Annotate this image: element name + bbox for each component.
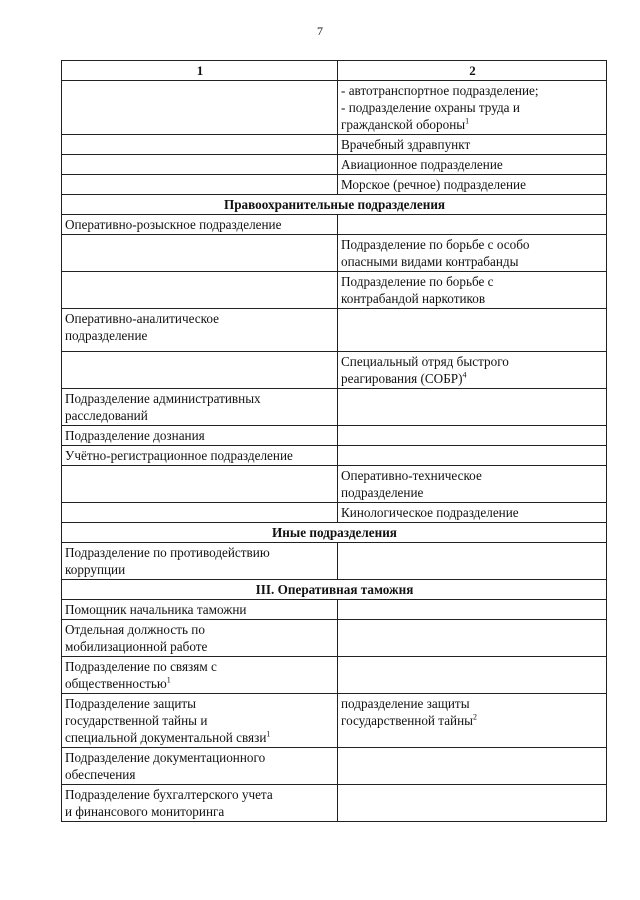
cell-col1 bbox=[62, 352, 338, 389]
cell-line: специальной документальной связи$^1$ bbox=[65, 729, 271, 745]
cell-col2 bbox=[338, 785, 607, 822]
table-row bbox=[62, 466, 607, 503]
cell-col1: Учётно-регистрационное подразделение bbox=[62, 446, 338, 466]
section-heading: Правоохранительные подразделения bbox=[62, 195, 607, 215]
cell-line: Подразделение административных bbox=[65, 391, 261, 406]
footnote-mark: 1 bbox=[465, 116, 470, 126]
cell-col1 bbox=[62, 620, 338, 657]
cell-line: государственной тайны$^2$ bbox=[341, 712, 478, 728]
table-row bbox=[62, 352, 607, 389]
cell-col2 bbox=[338, 309, 607, 352]
cell-col2: Врачебный здравпункт bbox=[338, 135, 607, 155]
cell-line: гражданской обороны$^1$ bbox=[341, 116, 470, 132]
cell-col2: Морское (речное) подразделение bbox=[338, 175, 607, 195]
cell-line: Отдельная должность по bbox=[65, 622, 205, 637]
table-row bbox=[62, 694, 607, 748]
table-row bbox=[62, 81, 607, 135]
cell-col2 bbox=[338, 81, 607, 135]
cell-col2 bbox=[338, 272, 607, 309]
cell-col2: Кинологическое подразделение bbox=[338, 503, 607, 523]
table-row bbox=[62, 620, 607, 657]
cell-col2: Авиационное подразделение bbox=[338, 155, 607, 175]
cell-line: - автотранспортное подразделение; bbox=[341, 83, 539, 98]
cell-line: и финансового мониторинга bbox=[65, 804, 225, 819]
cell-col1 bbox=[62, 657, 338, 694]
cell-col2 bbox=[338, 352, 607, 389]
cell-col1 bbox=[62, 543, 338, 580]
cell-col1 bbox=[62, 272, 338, 309]
cell-line: Специальный отряд быстрого bbox=[341, 354, 509, 369]
cell-line: Оперативно-аналитическое bbox=[65, 311, 219, 326]
cell-col2 bbox=[338, 748, 607, 785]
cell-col2 bbox=[338, 600, 607, 620]
cell-col1: Подразделение дознания bbox=[62, 426, 338, 446]
cell-col1 bbox=[62, 503, 338, 523]
cell-line: коррупции bbox=[65, 562, 126, 577]
cell-col1 bbox=[62, 466, 338, 503]
table-row bbox=[62, 272, 607, 309]
cell-line: Подразделение по связям с bbox=[65, 659, 217, 674]
cell-line: Подразделение по противодействию bbox=[65, 545, 270, 560]
footnote-mark: 2 bbox=[473, 712, 478, 722]
cell-line: Подразделение по борьбе с bbox=[341, 274, 494, 289]
cell-col1 bbox=[62, 235, 338, 272]
section-heading: Иные подразделения bbox=[62, 523, 607, 543]
cell-line: Подразделение защиты bbox=[65, 696, 197, 711]
cell-line: мобилизационной работе bbox=[65, 639, 208, 654]
cell-col2 bbox=[338, 694, 607, 748]
table-row bbox=[62, 235, 607, 272]
table-row bbox=[62, 748, 607, 785]
cell-col1 bbox=[62, 694, 338, 748]
table-row bbox=[62, 657, 607, 694]
cell-line: реагирования (СОБР)$^4$ bbox=[341, 370, 467, 386]
cell-line: Подразделение бухгалтерского учета bbox=[65, 787, 273, 802]
cell-col1 bbox=[62, 785, 338, 822]
cell-col1 bbox=[62, 309, 338, 352]
table-header-row bbox=[62, 61, 607, 81]
cell-col2 bbox=[338, 466, 607, 503]
cell-col1 bbox=[62, 175, 338, 195]
table-row bbox=[62, 155, 607, 175]
cell-col2 bbox=[338, 620, 607, 657]
staff-structure-table bbox=[61, 60, 607, 822]
column-header-2: 2 bbox=[338, 61, 607, 81]
table-row bbox=[62, 543, 607, 580]
cell-col2 bbox=[338, 657, 607, 694]
cell-line: подразделение bbox=[65, 328, 148, 343]
cell-line: государственной тайны и bbox=[65, 713, 208, 728]
section-row bbox=[62, 580, 607, 600]
cell-line: Оперативно-техническое bbox=[341, 468, 482, 483]
table-row bbox=[62, 389, 607, 426]
table-row bbox=[62, 426, 607, 446]
table-row bbox=[62, 135, 607, 155]
cell-line: Подразделение по борьбе с особо bbox=[341, 237, 530, 252]
cell-col2 bbox=[338, 426, 607, 446]
cell-col2 bbox=[338, 235, 607, 272]
section-row bbox=[62, 195, 607, 215]
cell-col1 bbox=[62, 155, 338, 175]
column-header-1: 1 bbox=[62, 61, 338, 81]
cell-col1: Помощник начальника таможни bbox=[62, 600, 338, 620]
cell-col1 bbox=[62, 81, 338, 135]
table-row bbox=[62, 175, 607, 195]
cell-line: подразделение bbox=[341, 485, 424, 500]
table-row bbox=[62, 215, 607, 235]
footnote-mark: 1 bbox=[166, 675, 171, 685]
cell-col1: Оперативно-розыскное подразделение bbox=[62, 215, 338, 235]
cell-line: Подразделение документационного bbox=[65, 750, 266, 765]
cell-col2 bbox=[338, 543, 607, 580]
cell-col1 bbox=[62, 748, 338, 785]
table-row bbox=[62, 600, 607, 620]
cell-col2 bbox=[338, 446, 607, 466]
cell-line: контрабандой наркотиков bbox=[341, 291, 486, 306]
page-number: 7 bbox=[317, 24, 323, 38]
cell-col2 bbox=[338, 215, 607, 235]
cell-col1 bbox=[62, 389, 338, 426]
cell-line: опасными видами контрабанды bbox=[341, 254, 519, 269]
cell-col1 bbox=[62, 135, 338, 155]
cell-col2 bbox=[338, 389, 607, 426]
footnote-mark: 4 bbox=[462, 370, 467, 380]
table-row bbox=[62, 309, 607, 352]
table-row bbox=[62, 503, 607, 523]
cell-line: общественностью$^1$ bbox=[65, 675, 171, 691]
cell-line: обеспечения bbox=[65, 767, 136, 782]
table-row bbox=[62, 785, 607, 822]
cell-line: расследований bbox=[65, 408, 148, 423]
footnote-mark: 1 bbox=[266, 729, 271, 739]
section-row bbox=[62, 523, 607, 543]
table-row bbox=[62, 446, 607, 466]
cell-line: подразделение защиты bbox=[341, 696, 470, 711]
section-heading: III. Оперативная таможня bbox=[62, 580, 607, 600]
cell-line: - подразделение охраны труда и bbox=[341, 100, 520, 115]
